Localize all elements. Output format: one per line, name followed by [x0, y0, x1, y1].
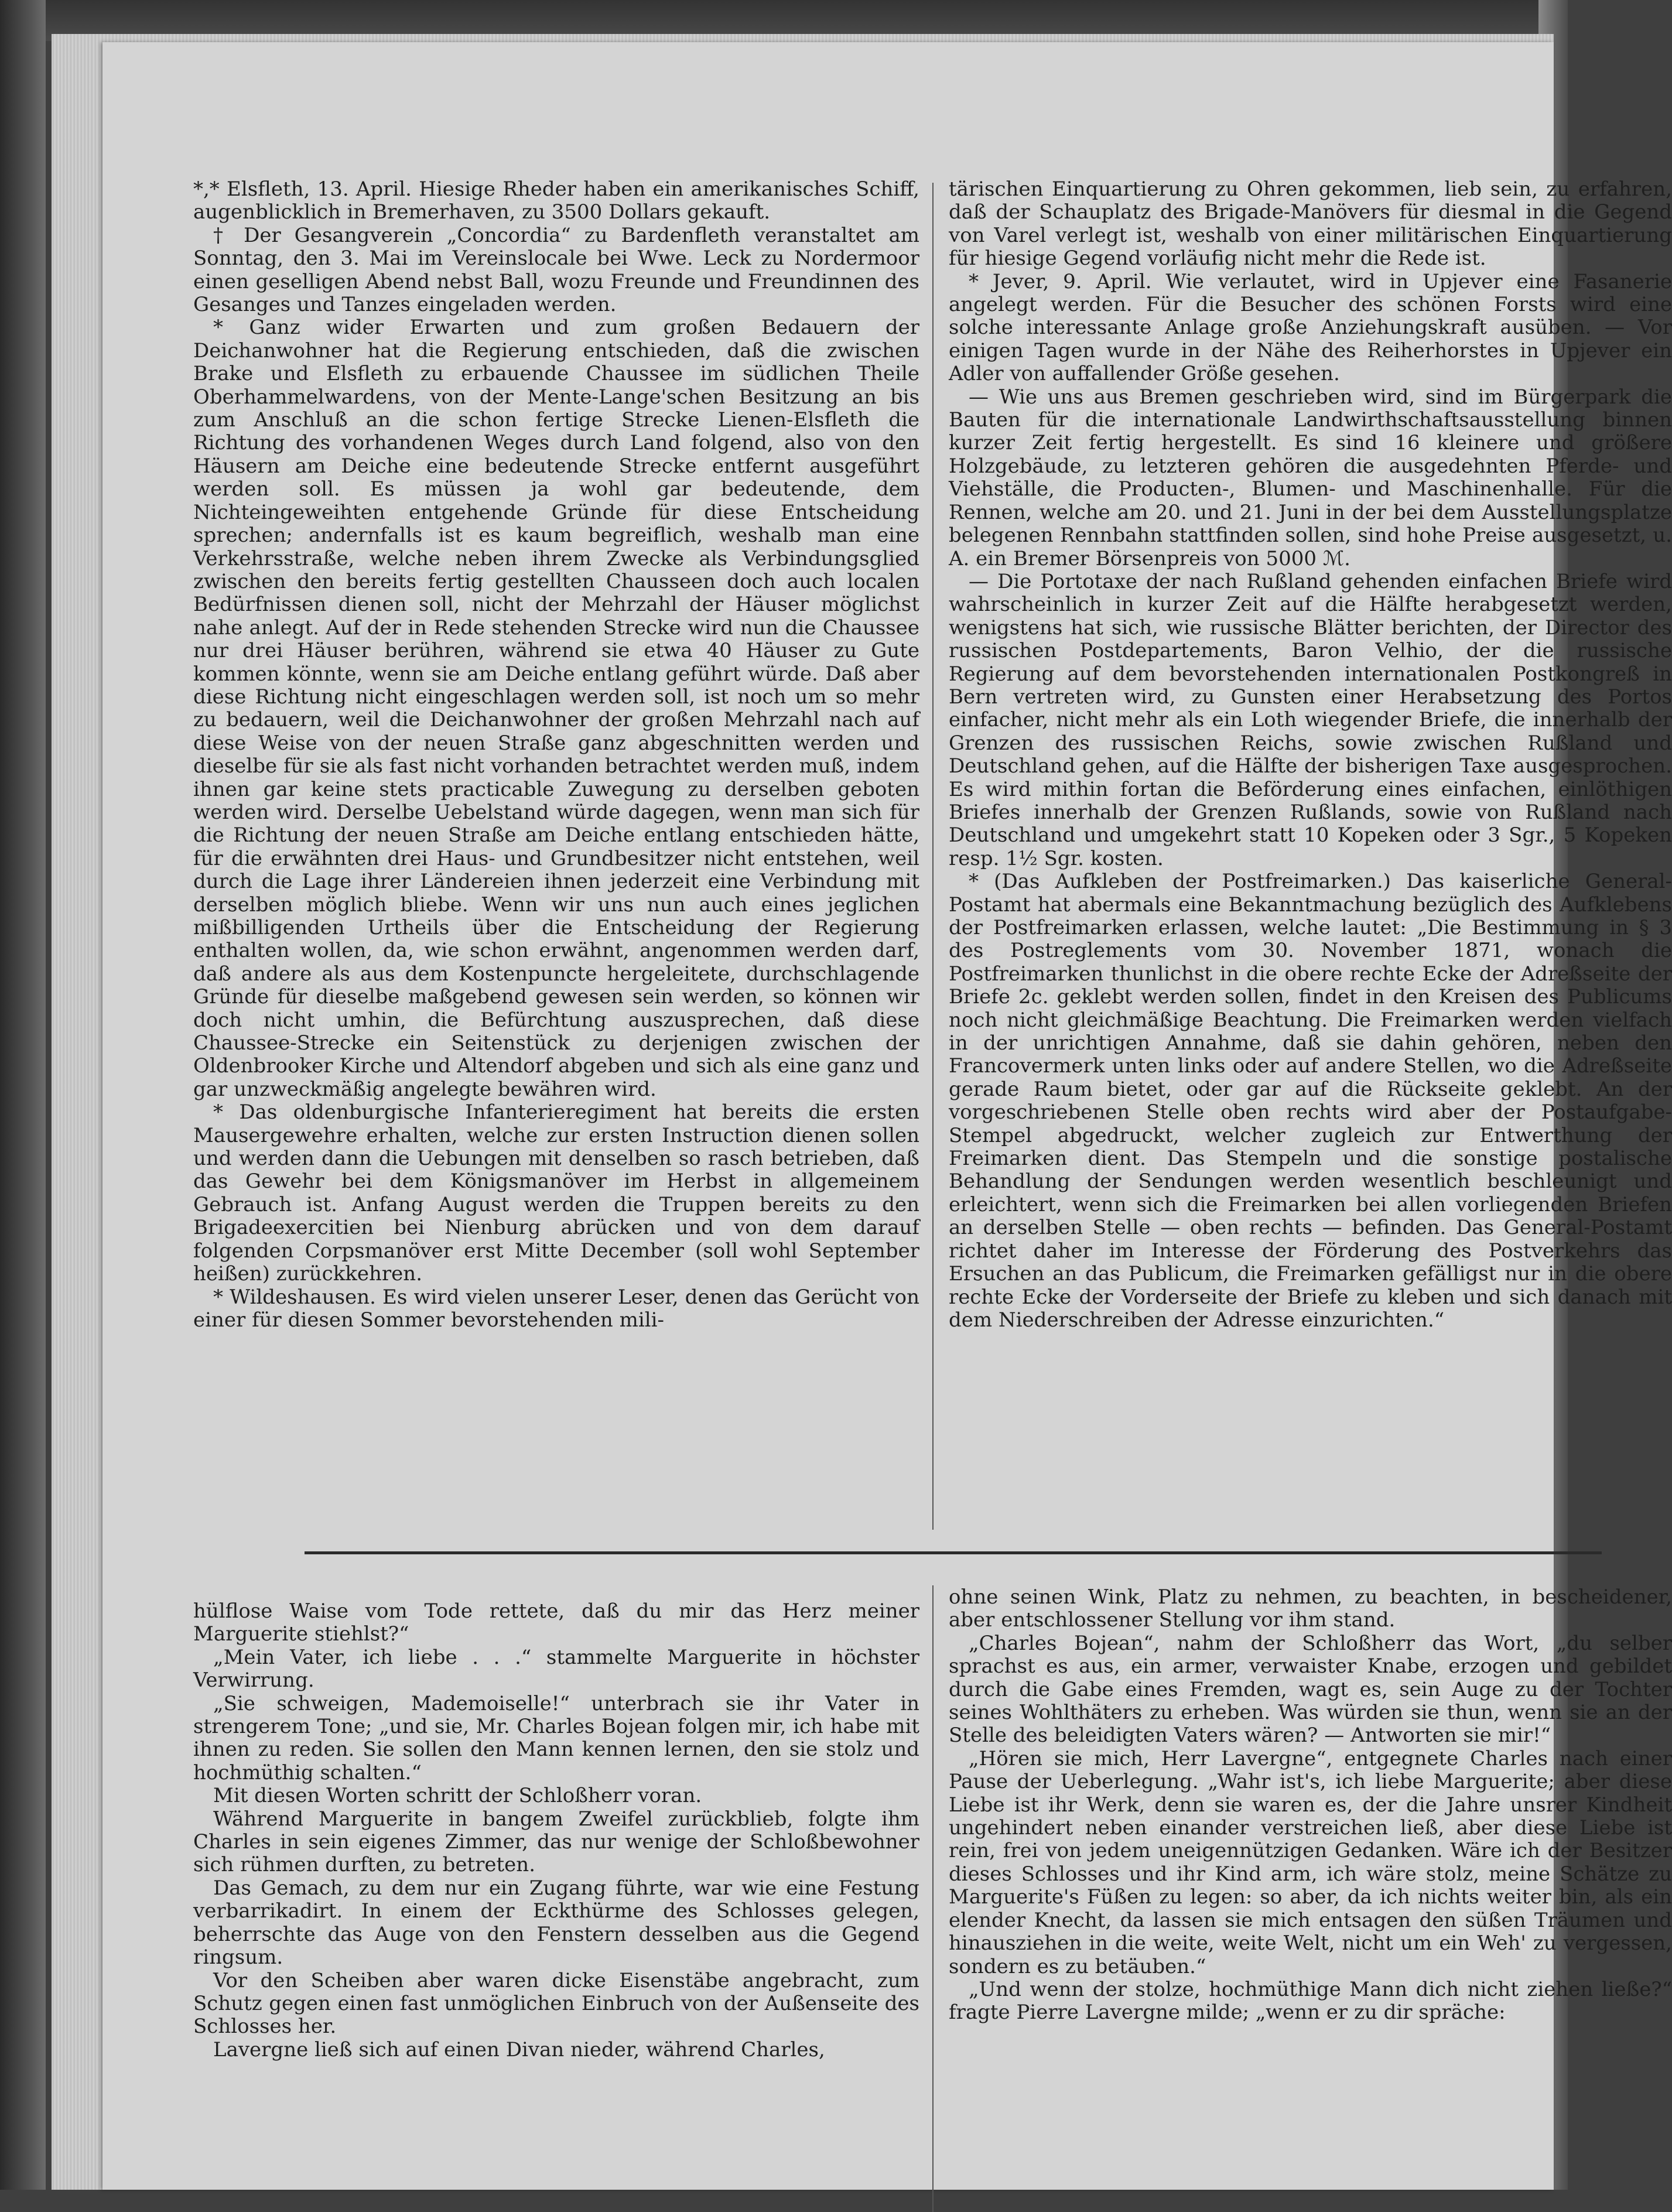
- story-paragraph: Während Marguerite in bangem Zweifel zurückblieb, folgte ihm Charles in sein eigenes Zimmer, das nur wenige der Schloßbewohner sich rühmen durften, zu betreten.: [193, 1807, 919, 1877]
- scan-background-left: [0, 0, 46, 2190]
- news-item-wildeshausen: * Wildeshausen. Es wird vielen unserer Leser, denen das Gerücht von einer für diesen Sommer bevorstehenden mili-: [193, 1285, 919, 1332]
- story-paragraph: hülflose Waise vom Tode rettete, daß du mir das Herz meiner Marguerite stiehlst?“: [193, 1599, 919, 1646]
- news-item-bardenfleth: † Der Gesangverein „Concordia“ zu Bardenfleth veranstaltet am Sonntag, den 3. Mai im Vereinslocale bei Wwe. Leck zu Nordermoor einen geselligen Abend nebst Ball, wozu Freunde und Freundinnen des Gesanges und Tanzes eingeladen werden.: [193, 223, 919, 317]
- story-paragraph: „Hören sie mich, Herr Lavergne“, entgegnete Charles nach einer Pause der Ueberlegung. „Wahr ist's, ich liebe Marguerite; aber diese Liebe ist ihr Werk, denn sie waren es, der die Jahre unsrer Kindheit ungehindert neben einander verstreichen ließ, aber diese Liebe ist rein, frei von jedem uneigennützigen Gedanken. Wäre ich der Besitzer dieses Schlosses und ihr Kind arm, ich wäre stolz, meine Schätze zu Marguerite's Füßen zu legen: so aber, da ich nichts weiter bin, als ein elender Knecht, da lassen sie mich entsagen den süßen Träumen und hinausziehen in die weite, weite Welt, nicht um ein Weh' zu vergessen, sondern es zu betäuben.“: [949, 1746, 1672, 1978]
- feuilleton-column-right: [949, 1586, 1672, 2201]
- story-paragraph: Vor den Scheiben aber waren dicke Eisenstäbe angebracht, zum Schutz gegen einen fast unmöglichen Einbruch von der Außenseite des Schlosses her.: [193, 1968, 919, 2039]
- story-paragraph: Lavergne ließ sich auf einen Divan nieder, während Charles,: [213, 2037, 825, 2061]
- story-paragraph: „Charles Bojean“, nahm der Schloßherr das Wort, „du selber sprachst es aus, ein armer, verwaister Knabe, erzogen und gebildet durch die Gabe eines Fremden, wagt es, sein Auge zu der Tochter seines Wohlthäters zu erheben. Was würden sie thun, wenn sie an der Stelle des beleidigten Vaters wären? — Antworten sie mir!“: [949, 1631, 1672, 1748]
- news-item-portotaxe: — Die Portotaxe der nach Rußland gehenden einfachen Briefe wird wahrscheinlich in kurzer Zeit auf die Hälfte herabgesetzt werden, wenigstens hat sich, wie russische Blätter berichten, der Director des russischen Postdepartements, Baron Velhio, der die russische Regierung auf dem bevorstehenden internationalen Postkongreß in Bern vertreten wird, zu Gunsten einer Herabsetzung des Portos einfacher, nicht mehr als ein Loth wiegender Briefe, die innerhalb der Grenzen des russischen Reichs, sowie zwischen Rußland und Deutschland gehen, auf die Hälfte der bisherigen Taxe ausgesprochen. Es wird mithin fortan die Beförderung eines einfachen, einlöthigen Briefes innerhalb der Grenzen Rußlands, sowie von Rußland nach Deutschland und umgekehrt statt 10 Kopeken oder 3 Sgr., 5 Kopeken resp. 1½ Sgr. kosten.: [949, 569, 1672, 870]
- news-item-postfreimarken: * (Das Aufkleben der Postfreimarken.) Das kaiserliche General-Postamt hat abermals eine Bekanntmachung bezüglich des Aufklebens der Postfreimarken erlassen, welche lautet: „Die Bestimmung in § 3 des Postreglements vom 30. November 1871, wonach die Postfreimarken thunlichst in die obere rechte Ecke der Adreßseite der Briefe 2c. geklebt werden sollen, findet in den Kreisen des Publicums noch nicht gleichmäßige Beachtung. Die Freimarken werden vielfach in der unrichtigen Annahme, daß sie dahin gehören, neben den Francovermerk unten links oder auf andere Stellen, wo die Adreßseite gerade Raum bietet, oder gar auf die Rückseite geklebt. An der vorgeschriebenen Stelle oben rechts wird aber der Postaufgabe-Stempel abgedruckt, welcher zugleich zur Entwerthung der Freimarken dient. Das Stempeln und die sonstige postalische Behandlung der Sendungen werden wesentlich beschleunigt und erleichtert, wenn sich die Freimarken bei allen vorliegenden Briefen an derselben Stelle — oben rechts — befinden. Das General-Postamt richtet daher im Interesse der Förderung des Postverkehrs das Ersuchen an das Publicum, die Freimarken gefälligst nur in die obere rechte Ecke der Vorderseite der Briefe zu kleben und sich danach mit dem Niederschreiben der Adresse einzurichten.“: [949, 870, 1672, 1332]
- feuilleton-column-left: [193, 1600, 919, 2197]
- feuilleton-divider-rule: [305, 1551, 1602, 1554]
- column-divider-bottom: [932, 1585, 934, 2212]
- news-column-left: [193, 178, 919, 1543]
- news-item-wildeshausen-continued: tärischen Einquartierung zu Ohren gekommen, lieb sein, zu erfahren, daß der Schauplatz des Brigade-Manövers für diesmal in die Gegend von Varel verlegt ist, weshalb von einer militärischen Einquartierung für hiesige Gegend vorläufig nicht mehr die Rede ist.: [949, 177, 1672, 271]
- story-paragraph: Mit diesen Worten schritt der Schloßherr voran.: [213, 1784, 702, 1808]
- story-paragraph: Das Gemach, zu dem nur ein Zugang führte, war wie eine Festung verbarrikadirt. In einem der Eckthürme des Schlosses gelegen, beherrschte das Auge von den Fenstern desselben aus die Gegend ringsum.: [193, 1876, 919, 1970]
- news-item-jever: * Jever, 9. April. Wie verlautet, wird in Upjever eine Fasanerie angelegt werden. Für die Besucher des schönen Forsts wird eine solche interessante Anlage große Anziehungskraft ausüben. — Vor einigen Tagen wurde in der Nähe des Reiherhorstes in Upjever ein Adler von auffallender Größe gesehen.: [949, 269, 1672, 386]
- story-paragraph: „Sie schweigen, Mademoiselle!“ unterbrach sie ihr Vater in strengerem Tone; „und sie, Mr. Charles Bojean folgen mir, ich habe mit ihnen zu reden. Sie sollen den Mann kennen lernen, den sie stolz und hochmüthig schalten.“: [193, 1691, 919, 1784]
- news-item-bremen: — Wie uns aus Bremen geschrieben wird, sind im Bürgerpark die Bauten für die internationale Landwirthschaftsausstellung binnen kurzer Zeit fertig hergestellt. Es sind 16 kleinere und größere Holzgebäude, zu letzteren gehören die ausgedehnten Pferde- und Viehställe, die Producten-, Blumen- und Maschinenhalle. Für die Rennen, welche am 20. und 21. Juni in der bei dem Ausstellungsplatze belegenen Rennbahn stattfinden sollen, sind hohe Preise ausgesetzt, u. A. ein Bremer Börsenpreis von 5000 ℳ.: [949, 385, 1672, 570]
- news-column-right: [949, 178, 1672, 1543]
- newspaper-page: [102, 42, 1672, 2190]
- news-item-chaussee: * Ganz wider Erwarten und zum großen Bedauern der Deichanwohner hat die Regierung entschieden, daß die zwischen Brake und Elsfleth zu erbauende Chaussee im südlichen Theile Oberhammelwardens, von der Mente-Lange'schen Besitzung an bis zum Anschluß an die schon fertige Strecke Lienen-Elsfleth die Richtung des vorhandenen Weges durch Land folgend, also von den Häusern am Deiche eine bedeutende Strecke entfernt ausgeführt werden soll. Es müssen ja wohl gar bedeutende, dem Nichteingeweihten entgehende Gründe für diese Entscheidung sprechen; andernfalls ist es kaum begreiflich, weshalb man eine Verkehrsstraße, welche neben ihrem Zwecke als Verbindungsglied zwischen den bereits fertig gestellten Chausseen doch auch localen Bedürfnissen dienen soll, nicht der Mehrzahl der Häuser möglichst nahe anlegt. Auf der in Rede stehenden Strecke wird nun die Chaussee nur drei Häuser berühren, während sie etwa 40 Häuser zu Gute kommen könnte, wenn sie am Deiche entlang geführt würde. Daß aber diese Richtung nicht eingeschlagen werden soll, ist noch um so mehr zu bedauern, weil die Deichanwohner der großen Mehrzahl nach auf diese Weise von der neuen Straße ganz abgeschnitten werden und dieselbe für sie als fast nicht vorhanden betrachtet werden muß, indem ihnen gar keine stets practicable Zuwegung zu derselben geboten werden wird. Derselbe Uebelstand würde dagegen, wenn man sich für die Richtung der neuen Straße am Deiche entlang entschieden hätte, für die erwähnten drei Haus- und Grundbesitzer nicht entstehen, weil durch die Lage ihrer Ländereien ihnen jederzeit eine Verbindung mit derselben möglich bliebe. Wenn wir uns nun auch eines jeglichen mißbilligenden Urtheils über die Entscheidung der Regierung enthalten wollen, da, wie schon erwähnt, angenommen werden darf, daß andere als aus dem Kostenpuncte hergeleitete, durchschlagende Gründe für dieselbe maßgebend gewesen sein werden, so können wir doch nicht umhin, die Befürchtung auszusprechen, daß diese Chaussee-Strecke ein Seitenstück zu derjenigen zwischen der Oldenbrooker Kirche und Altendorf abgeben und sich als eine ganz und gar unzweckmäßig angelegte bewähren wird.: [193, 316, 919, 1101]
- story-paragraph: ohne seinen Wink, Platz zu nehmen, zu beachten, in bescheidener, aber entschlossener Stellung vor ihm stand.: [949, 1585, 1672, 1632]
- news-item-infanterie: * Das oldenburgische Infanterieregiment hat bereits die ersten Mausergewehre erhalten, welche zur ersten Instruction dienen sollen und werden dann die Uebungen mit denselben so rasch betrieben, daß das Gewehr bei dem Königsmanöver im Herbst in allgemeinem Gebrauch ist. Anfang August werden die Truppen bereits zu den Brigadeexercitien bei Nienburg abrücken und von dem darauf folgenden Corpsmanöver erst Mitte December (soll wohl September heißen) zurückkehren.: [193, 1100, 919, 1286]
- story-paragraph: „Mein Vater, ich liebe . . .“ stammelte Marguerite in höchster Verwirrung.: [193, 1645, 919, 1693]
- story-paragraph: „Und wenn der stolze, hochmüthige Mann dich nicht ziehen ließe?“ fragte Pierre Lavergne milde; „wenn er zu dir spräche:: [949, 1977, 1672, 2025]
- news-item-elsfleth: *,* Elsfleth, 13. April. Hiesige Rheder haben ein amerikanisches Schiff, augenblicklich in Bremerhaven, zu 3500 Dollars gekauft.: [193, 177, 919, 224]
- column-divider-top: [932, 183, 934, 1530]
